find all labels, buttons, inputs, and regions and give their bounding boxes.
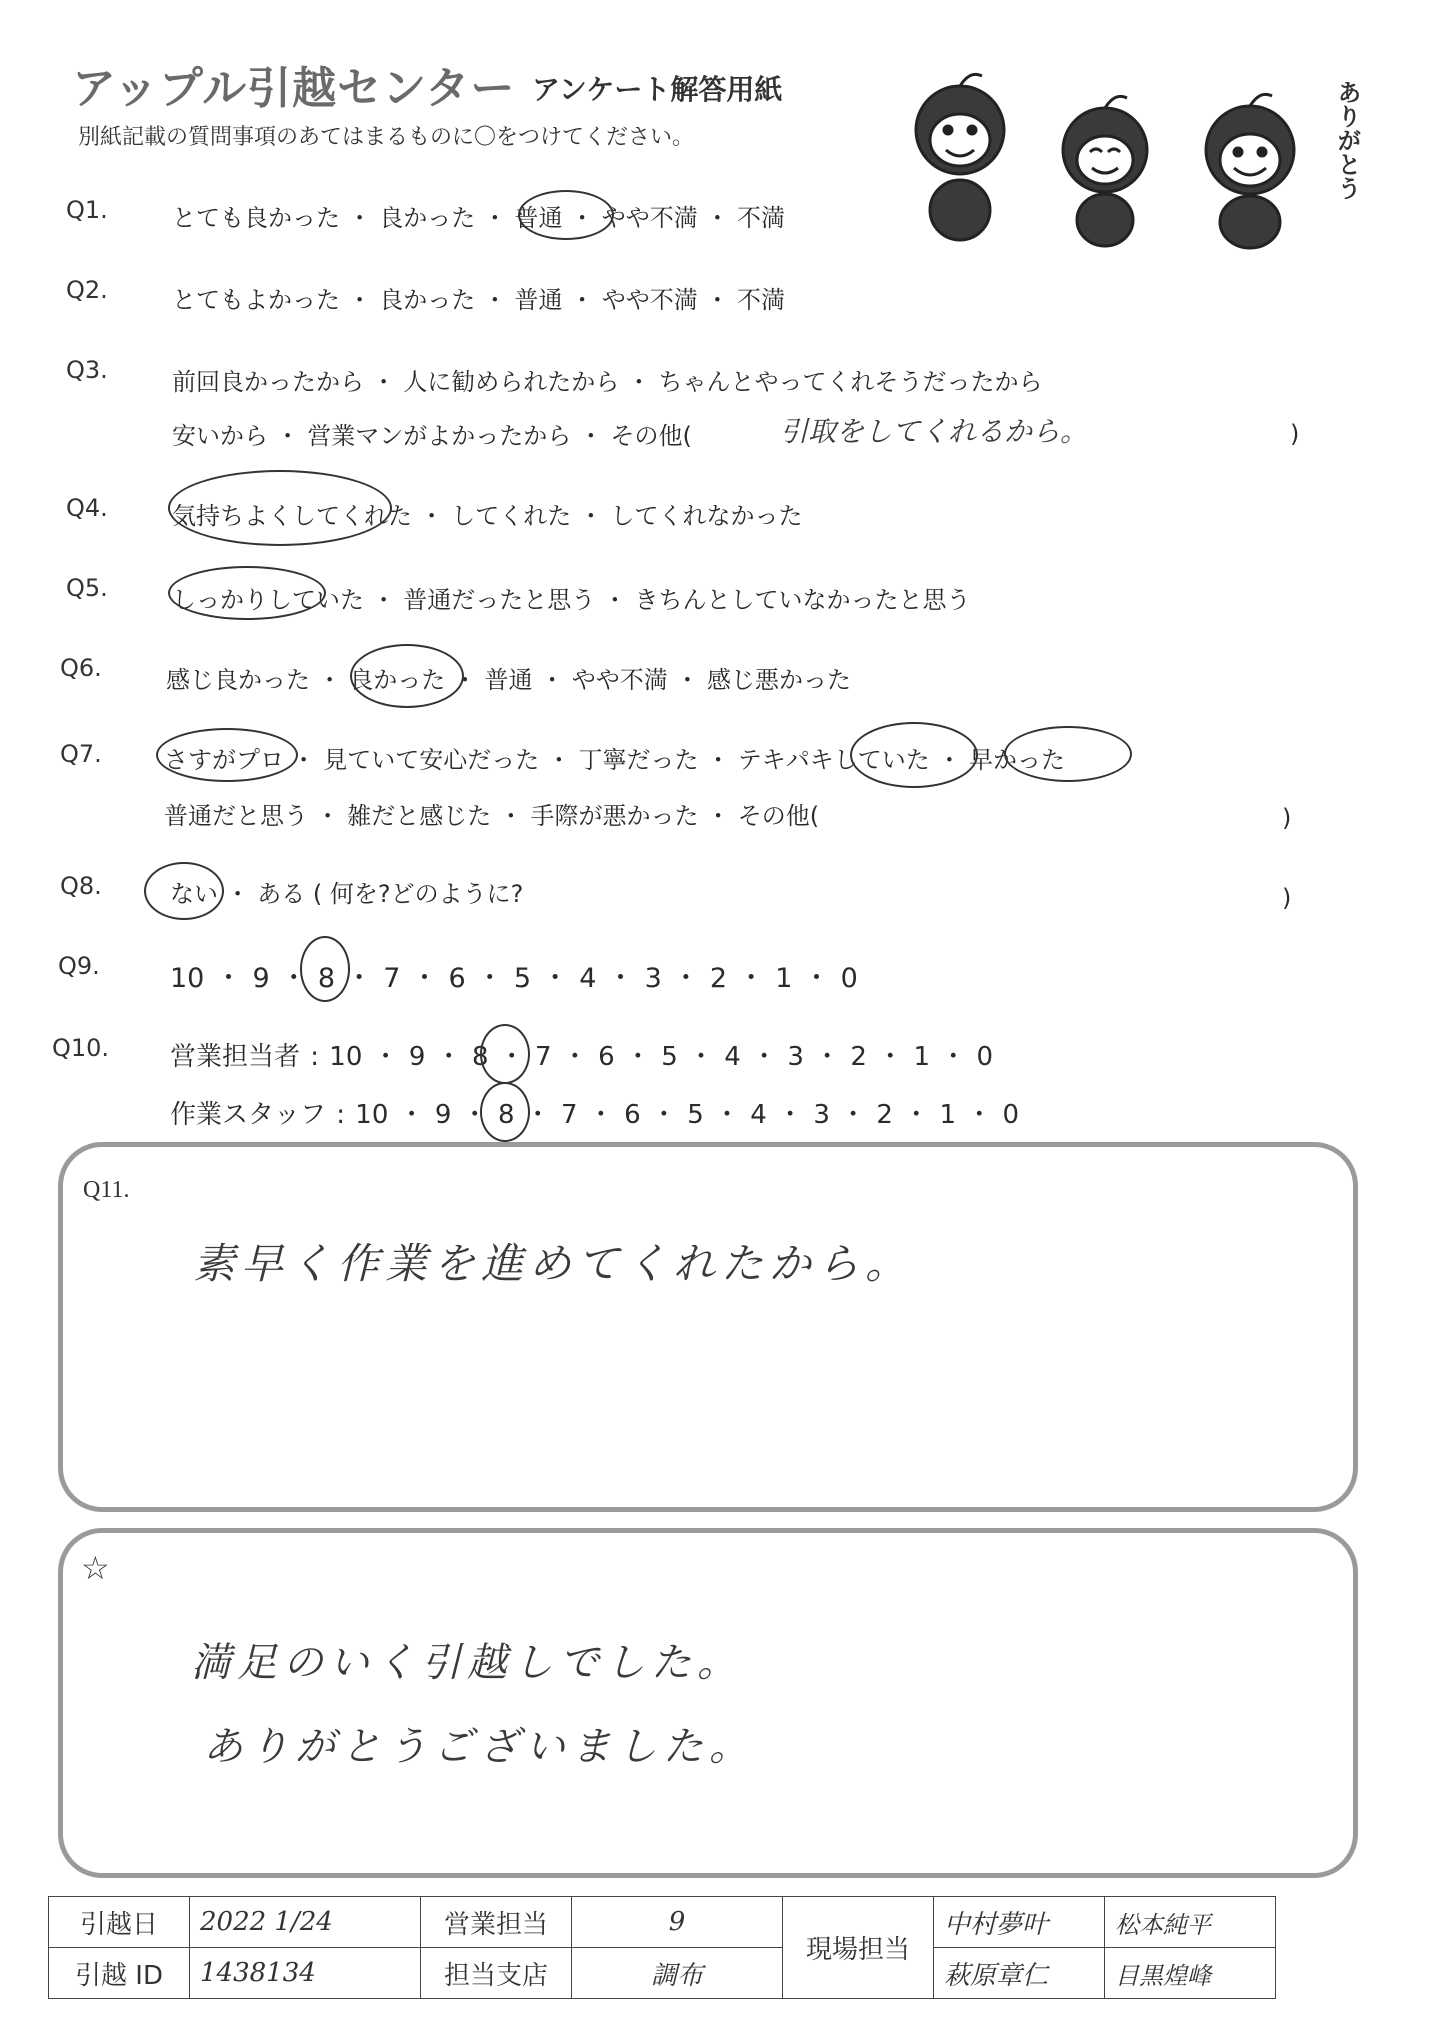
q10-sales-answer-circle [480, 1024, 530, 1084]
q7-answer-circle-tekipaki [850, 722, 978, 788]
q3-close-paren: ) [1290, 420, 1300, 448]
moving-id-value: 1438134 [190, 1948, 421, 1999]
star-comment-box [58, 1528, 1358, 1878]
q3-other-handwritten: 引取をしてくれるから。 [780, 415, 1089, 448]
sales-rep-value: 9 [572, 1897, 783, 1948]
footer-info-table [48, 1896, 1276, 1999]
q1-answer-circle [518, 190, 614, 240]
q1-number: Q1. [66, 196, 108, 224]
q10-staff-scale: 作業スタッフ : 10 ・ 9 ・ 8 ・ 7 ・ 6 ・ 5 ・ 4 ・ 3 ・ 2 ・ 1 ・ 0 [170, 1100, 1020, 1130]
q8-close-paren: ) [1282, 884, 1292, 912]
q7-options-line1: さすがプロ ・ 見ていて安心だった ・ 丁寧だった ・ テキパキしていた ・ 早かった [164, 746, 1066, 774]
form-subtitle: アンケート解答用紙 [532, 73, 783, 106]
company-title: アップル引越センター [72, 63, 516, 114]
q2-options: とてもよかった ・ 良かった ・ 普通 ・ やや不満 ・ 不満 [172, 286, 786, 314]
q9-answer-circle [300, 936, 350, 1002]
q6-options: 感じ良かった ・ 良かった ・ 普通 ・ やや不満 ・ 感じ悪かった [166, 666, 852, 694]
onsite-staff-1: 中村夢叶 [934, 1897, 1105, 1948]
q10-number: Q10. [52, 1034, 110, 1062]
branch-label: 担当支店 [421, 1948, 572, 1999]
q10-staff-answer-circle [480, 1082, 530, 1142]
q8-options: ない ・ ある ( 何を?どのように? [170, 880, 524, 908]
q9-number: Q9. [58, 952, 100, 980]
q4-answer-circle [168, 470, 392, 546]
q11-label: Q11. [83, 1177, 130, 1203]
q6-number: Q6. [60, 654, 102, 682]
q7-answer-circle-hayakatta [1004, 726, 1132, 782]
q5-options: しっかりしていた ・ 普通だったと思う ・ きちんとしていなかったと思う [172, 586, 971, 614]
moving-date-value: 2022 1/24 [190, 1897, 421, 1948]
q1-options: とても良かった ・ 良かった ・ 普通 ・ やや不満 ・ 不満 [172, 204, 786, 232]
q11-handwritten-comment: 素早く作業を進めてくれたから。 [193, 1239, 914, 1288]
q4-number: Q4. [66, 494, 108, 522]
monkey-mascots-illustration [900, 60, 1360, 250]
onsite-staff-4: 目黒煌峰 [1105, 1948, 1276, 1999]
q7-options-line2: 普通だと思う ・ 雑だと感じた ・ 手際が悪かった ・ その他( [164, 802, 820, 830]
q11-comment-box [58, 1142, 1358, 1512]
q2-number: Q2. [66, 276, 108, 304]
arigatou-label: ありがとう [1333, 80, 1361, 200]
star-label: ☆ [81, 1550, 110, 1586]
q8-answer-circle [144, 862, 224, 920]
onsite-staff-3: 萩原章仁 [934, 1948, 1105, 1999]
q10-sales-scale: 営業担当者 : 10 ・ 9 ・ 8 ・ 7 ・ 6 ・ 5 ・ 4 ・ 3 ・ 2 ・ 1 ・ 0 [170, 1042, 994, 1072]
onsite-staff-label: 現場担当 [783, 1897, 934, 1999]
q7-answer-circle-pro [156, 728, 298, 782]
q8-number: Q8. [60, 872, 102, 900]
star-comment-line2: ありがとうございました。 [203, 1724, 755, 1770]
q5-answer-circle [168, 566, 326, 620]
q5-number: Q5. [66, 574, 108, 602]
q3-options-line2: 安いから ・ 営業マンがよかったから ・ その他( [172, 422, 692, 450]
sales-rep-label: 営業担当 [421, 1897, 572, 1948]
q7-close-paren: ) [1282, 804, 1292, 832]
moving-date-label: 引越日 [49, 1897, 190, 1948]
onsite-staff-2: 松本純平 [1105, 1897, 1276, 1948]
moving-id-label: 引越 ID [49, 1948, 190, 1999]
q4-options: 気持ちよくしてくれた ・ してくれた ・ してくれなかった [172, 502, 803, 530]
instruction-text: 別紙記載の質問事項のあてはまるものに〇をつけてください。 [78, 125, 695, 150]
q9-scale: 10 ・ 9 ・ 8 ・ 7 ・ 6 ・ 5 ・ 4 ・ 3 ・ 2 ・ 1 ・ 0 [170, 963, 858, 994]
q7-number: Q7. [60, 740, 102, 768]
star-comment-line1: 満足のいく引越しでした。 [191, 1640, 743, 1686]
q6-answer-circle [350, 644, 464, 708]
q3-options-line1: 前回良かったから ・ 人に勧められたから ・ ちゃんとやってくれそうだったから [172, 368, 1043, 396]
branch-value: 調布 [572, 1948, 783, 1999]
q3-number: Q3. [66, 356, 108, 384]
